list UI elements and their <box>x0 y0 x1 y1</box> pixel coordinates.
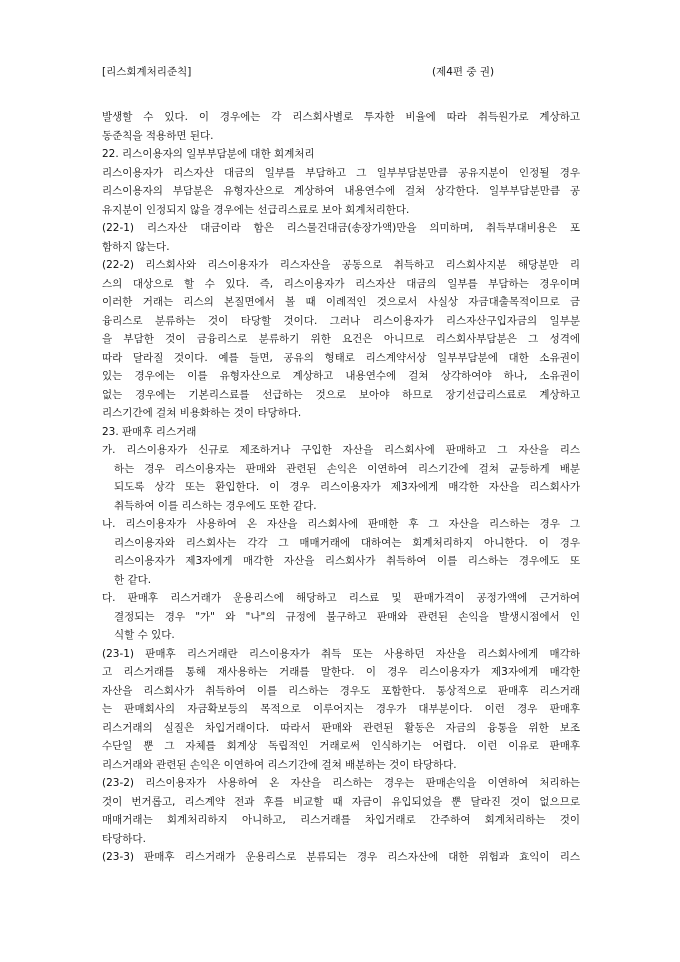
text-line: 발생할 수 있다. 이 경우에는 각 리스회사별로 투자한 비율에 따라 취득원가로 계상하고 <box>102 111 580 123</box>
text-line: 되도록 상각 또는 환입한다. 이 경우 리스이용자가 제3자에게 매각한 자산을 리스회사가 <box>114 481 580 493</box>
text-line: 따라 달라질 것이다. 예를 들면, 공유의 형태로 리스계약서상 일부부담분에 대한 소유권이 <box>102 351 580 364</box>
text-line: 리스이용자와 리스회사는 각각 그 매매거래에 대하여는 회계처리하지 아니한다. 이 경우 <box>114 536 580 549</box>
text-line: 융리스로 분류하는 것이 타당할 것이다. 그러나 리스이용자가 리스자산구입자금의 일부분 <box>102 314 580 327</box>
text-line: 결정되는 경우 "가" 와 "나"의 규정에 불구하고 판매와 관련된 손익을 발생시점에서 인 <box>114 610 580 623</box>
text-line: 을 부담한 것이 금융리스로 분류하기 위한 요건은 아니므로 리스회사부담분은 그 성격에 <box>102 333 580 345</box>
text-line: 이러한 거래는 리스의 본질면에서 볼 때 이례적인 것으로서 사실상 자금대출목적이므로 금 <box>102 296 580 308</box>
header-title: [리스회계처리준칙] <box>102 66 192 78</box>
text-line: 리스이용자가 리스자산 대금의 일부를 부담하고 그 일부부담분만큼 공유지분이 인정될 경우 <box>102 166 580 179</box>
text-line: (22-1) 리스자산 대금이라 함은 리스물건대금(송장가액)만을 의미하며, 취득부대비용은 포 <box>102 222 580 234</box>
text-line: 가. 리스이용자가 신규로 제조하거나 구입한 자산을 리스회사에 판매하고 그 자산을 리스 <box>102 444 580 456</box>
text-line: (22-2) 리스회사와 리스이용자가 리스자산을 공동으로 취득하고 리스회사지분 해당분만 리 <box>102 259 580 271</box>
text-line: 매매거래는 회계처리하지 아니하고, 리스거래를 차입거래로 간주하여 회계처리하는 것이 <box>102 814 580 826</box>
text-line: 하는 경우 리스이용자는 판매와 관련된 손익은 이연하여 리스기간에 걸쳐 균등하게 배분 <box>114 462 580 475</box>
text-line: 것이 번거롭고, 리스계약 전과 후를 비교할 때 자금이 유입되었을 뿐 달라진 것이 없으므로 <box>102 795 580 808</box>
text-line: 리스기간에 걸쳐 비용화하는 것이 타당하다. <box>102 407 302 419</box>
text-line: 동준칙을 적용하면 된다. <box>102 129 214 142</box>
text-line: 수단일 뿐 그 자체를 회계상 독립적인 거래로써 인식하기는 어렵다. 이런 이유로 판매후 <box>102 740 580 752</box>
text-line: (23-3) 판매후 리스거래가 운용리스로 분류되는 경우 리스자산에 대한 위험과 효익이 리스 <box>102 851 580 863</box>
text-line: (23-1) 판매후 리스거래란 리스이용자가 취득 또는 사용하던 자산을 리스회사에게 매각하 <box>102 647 580 660</box>
text-line: 다. 판매후 리스거래가 운용리스에 해당하고 리스료 및 판매가격이 공정가액에 근거하여 <box>102 592 580 604</box>
text-line: 나. 리스이용자가 사용하여 온 자산을 리스회사에 판매한 후 그 자산을 리스하는 경우 그 <box>102 518 580 530</box>
text-line: 식할 수 있다. <box>114 629 175 641</box>
text-line: 리스거래와 관련된 손익은 이연하여 리스기간에 걸쳐 배분하는 것이 타당하다. <box>102 758 457 771</box>
text-line: 리스거래의 실질은 차입거래이다. 따라서 판매와 관련된 활동은 자금의 융통을 위한 보조 <box>102 721 580 734</box>
text-line: 함하지 않는다. <box>102 240 170 253</box>
section-heading: 22. 리스이용자의 일부부담분에 대한 회계처리 <box>102 148 315 160</box>
text-line: 있는 경우에는 이를 유형자산으로 계상하고 내용연수에 걸쳐 상각하여야 하나, 소유권이 <box>102 370 580 382</box>
text-line: 한 같다. <box>114 573 152 586</box>
text-line: 리스이용자의 부담분은 유형자산으로 계상하여 내용연수에 걸쳐 상각한다. 일부부담분만큼 공 <box>102 185 580 197</box>
header-volume: (제4편 중 권) <box>432 66 495 78</box>
section-heading: 23. 판매후 리스거래 <box>102 425 197 438</box>
text-line: 스의 대상으로 할 수 있다. 즉, 리스이용자가 리스자산 대금의 일부를 부담하는 경우이며 <box>102 277 580 290</box>
text-line: 유지분이 인정되지 않을 경우에는 선급리스료로 보아 회계처리한다. <box>102 203 410 216</box>
text-line: 리스이용자가 제3자에게 매각한 자산을 리스회사가 취득하여 이를 리스하는 경우에도 또 <box>114 555 580 567</box>
body-text <box>102 108 580 867</box>
text-line: 없는 경우에는 기본리스료를 선급하는 것으로 보아야 하므로 장기선급리스료로 계상하고 <box>102 388 580 401</box>
text-line: 고 리스거래를 통해 재사용하는 거래를 말한다. 이 경우 리스이용자가 제3자에게 매각한 <box>102 666 580 678</box>
text-line: (23-2) 리스이용자가 사용하여 온 자산을 리스하는 경우는 판매손익을 이연하여 처리하는 <box>102 777 580 789</box>
text-line: 자산을 리스회사가 취득하여 이를 리스하는 경우도 포함한다. 통상적으로 판매후 리스거래 <box>102 684 580 697</box>
text-line: 는 판매회사의 자금확보등의 목적으로 이루어지는 경우가 대부분이다. 이런 경우 판매후 <box>102 703 580 715</box>
text-line: 타당하다. <box>102 832 146 845</box>
text-line: 취득하여 이를 리스하는 경우에도 또한 같다. <box>114 499 317 512</box>
